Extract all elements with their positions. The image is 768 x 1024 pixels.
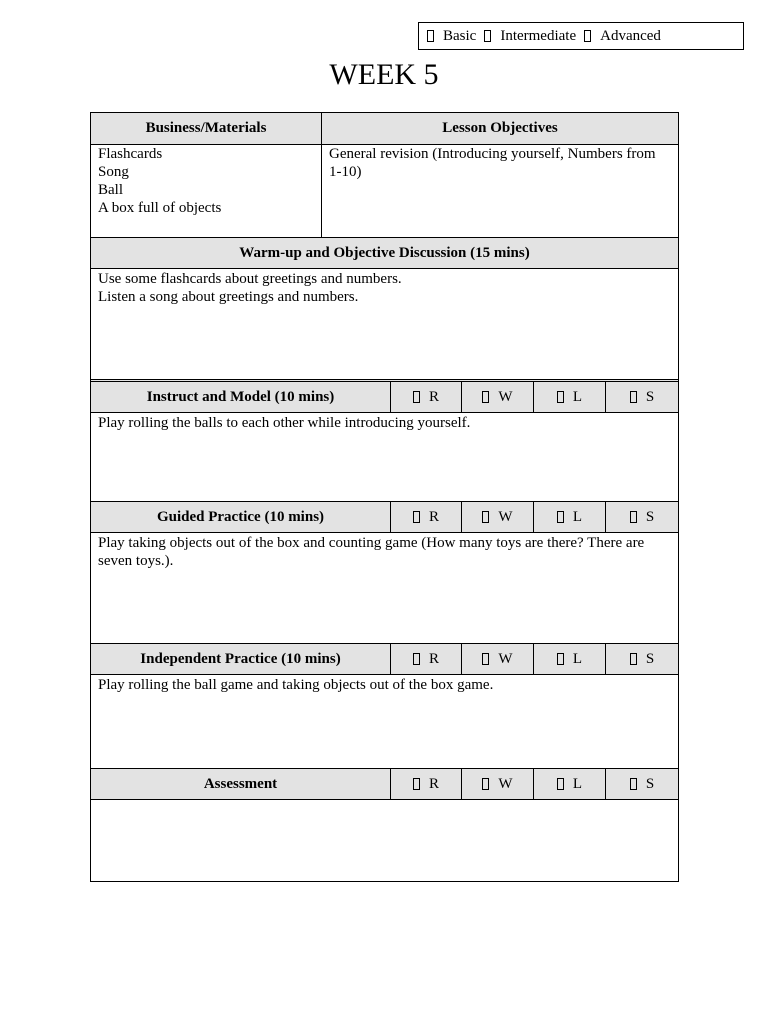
materials-header-row: [91, 113, 678, 145]
basic-checkbox[interactable]: [427, 30, 434, 42]
skill-w-option[interactable]: [462, 769, 534, 799]
independent-header-row: [91, 643, 678, 675]
skill-l-option[interactable]: [534, 502, 606, 532]
skill-l-label: L: [572, 388, 583, 405]
intermediate-label: Intermediate: [500, 27, 577, 44]
skill-r-label: R: [428, 650, 439, 667]
basic-label: Basic: [443, 27, 477, 44]
material-item: A box full of objects: [98, 200, 222, 216]
independent-header: Independent Practice (10 mins): [91, 644, 391, 674]
warmup-line: Listen a song about greetings and numbers.: [98, 289, 359, 305]
skill-w-option[interactable]: [462, 382, 534, 412]
warmup-header: Warm-up and Objective Discussion (15 mins): [239, 244, 530, 261]
materials-header: Business/Materials: [91, 113, 322, 144]
skill-l-label: L: [572, 650, 583, 667]
skill-r-label: R: [428, 508, 439, 525]
warmup-body: [91, 269, 678, 379]
assessment-header-row: [91, 768, 678, 800]
intermediate-checkbox[interactable]: [484, 30, 491, 42]
skill-s-label: S: [645, 775, 655, 792]
guided-header: Guided Practice (10 mins): [91, 502, 391, 532]
page-title: WEEK 5: [329, 58, 439, 91]
skill-s-option[interactable]: [606, 382, 678, 412]
instruct-header: Instruct and Model (10 mins): [91, 382, 391, 412]
skill-l-label: L: [572, 508, 583, 525]
skill-s-label: S: [645, 650, 655, 667]
skill-w-label: W: [498, 388, 513, 405]
skill-l-label: L: [572, 775, 583, 792]
level-option-intermediate[interactable]: [484, 28, 576, 45]
skill-w-label: W: [498, 508, 513, 525]
warmup-header-row: [91, 237, 678, 269]
skill-r-option[interactable]: [391, 644, 462, 674]
skill-s-option[interactable]: [606, 502, 678, 532]
skill-l-option[interactable]: [534, 382, 606, 412]
assessment-body: [91, 800, 678, 880]
material-item: Ball: [98, 182, 123, 198]
assessment-header: Assessment: [91, 769, 391, 799]
skill-l-option[interactable]: [534, 769, 606, 799]
objectives-header: Lesson Objectives: [442, 120, 558, 136]
skill-r-option[interactable]: [391, 382, 462, 412]
advanced-label: Advanced: [600, 27, 661, 44]
skill-s-option[interactable]: [606, 769, 678, 799]
level-option-basic[interactable]: [427, 28, 476, 45]
guided-header-row: [91, 501, 678, 533]
skill-w-label: W: [498, 650, 513, 667]
skill-w-option[interactable]: [462, 644, 534, 674]
instruct-header-row: [91, 379, 678, 413]
skill-r-label: R: [428, 388, 439, 405]
skill-r-option[interactable]: [391, 502, 462, 532]
materials-list: [91, 144, 322, 237]
guided-body: Play taking objects out of the box and counting game (How many toys are there? There are seven toys.).: [98, 535, 645, 569]
material-item: Flashcards: [98, 146, 163, 162]
skill-w-option[interactable]: [462, 502, 534, 532]
objectives-text: General revision (Introducing yourself, Numbers from 1-10): [329, 146, 656, 180]
instruct-body: Play rolling the balls to each other while introducing yourself.: [98, 415, 471, 431]
advanced-checkbox[interactable]: [584, 30, 591, 42]
level-option-advanced[interactable]: [584, 28, 661, 45]
skill-w-label: W: [498, 775, 513, 792]
skill-r-label: R: [428, 775, 439, 792]
warmup-line: Use some flashcards about greetings and numbers.: [98, 271, 402, 287]
skill-s-option[interactable]: [606, 644, 678, 674]
materials-body-row: [91, 144, 678, 237]
level-selector: [418, 22, 744, 50]
skill-r-option[interactable]: [391, 769, 462, 799]
independent-body: Play rolling the ball game and taking objects out of the box game.: [98, 677, 494, 693]
material-item: Song: [98, 164, 129, 180]
skill-l-option[interactable]: [534, 644, 606, 674]
skill-s-label: S: [645, 388, 655, 405]
skill-s-label: S: [645, 508, 655, 525]
lesson-plan-table: [90, 112, 679, 882]
